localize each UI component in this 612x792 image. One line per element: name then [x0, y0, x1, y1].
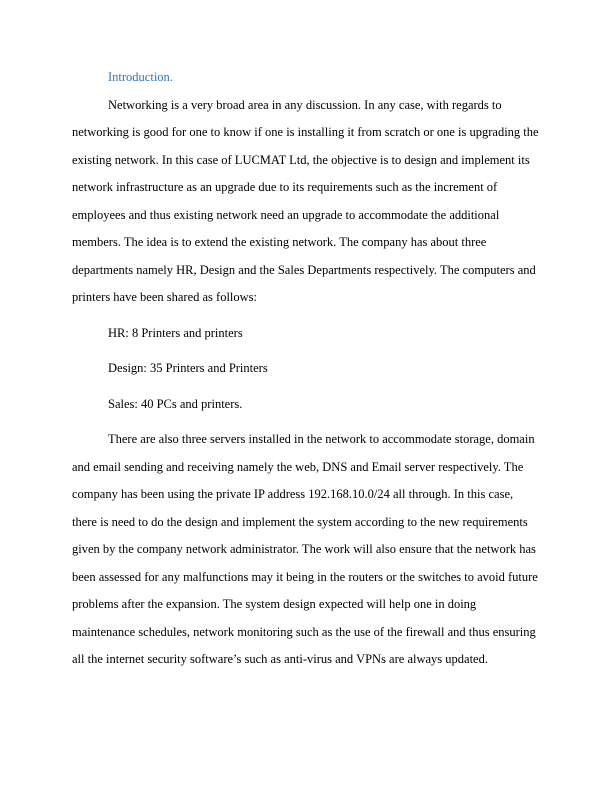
- list-item-design: Design: 35 Printers and Printers: [108, 361, 268, 375]
- list-item-hr: HR: 8 Printers and printers: [108, 325, 243, 340]
- paragraph-networking-intro: Networking is a very broad area in any discussion. In any case, with regards to networking is good for one to know if one is installing it from scratch or one is upgrading the existing network. In this case of LUCMAT Ltd, the objective is to design and implement its network infrastructure as an upgrade due to its requirements such as the increment of employees and thus existing network need an upgrade to accommodate the additional members. The idea is to extend the existing network. The company has about three departments namely HR, Design and the Sales Departments respectively. The computers and printers have been shared as follows:: [72, 97, 539, 304]
- paragraph-servers: There are also three servers installed in the network to accommodate storage, domain and email sending and receiving namely the web, DNS and Email server respectively. The company has been using the private IP address 192.168.10.0/24 all through. In this case, there is need to do the design and implement the system according to the new requirements given by the company network administrator. The work will also ensure that the network has been assessed for any malfunctions may it being in the routers or the switches to avoid future problems after the expansion. The system design expected will help one in doing maintenance schedules, network monitoring such as the use of the firewall and thus ensuring all the internet security software’s such as anti-virus and VPNs are always updated.: [72, 432, 538, 666]
- list-item-sales: Sales: 40 PCs and printers.: [108, 396, 243, 411]
- section-heading: Introduction.: [108, 70, 173, 84]
